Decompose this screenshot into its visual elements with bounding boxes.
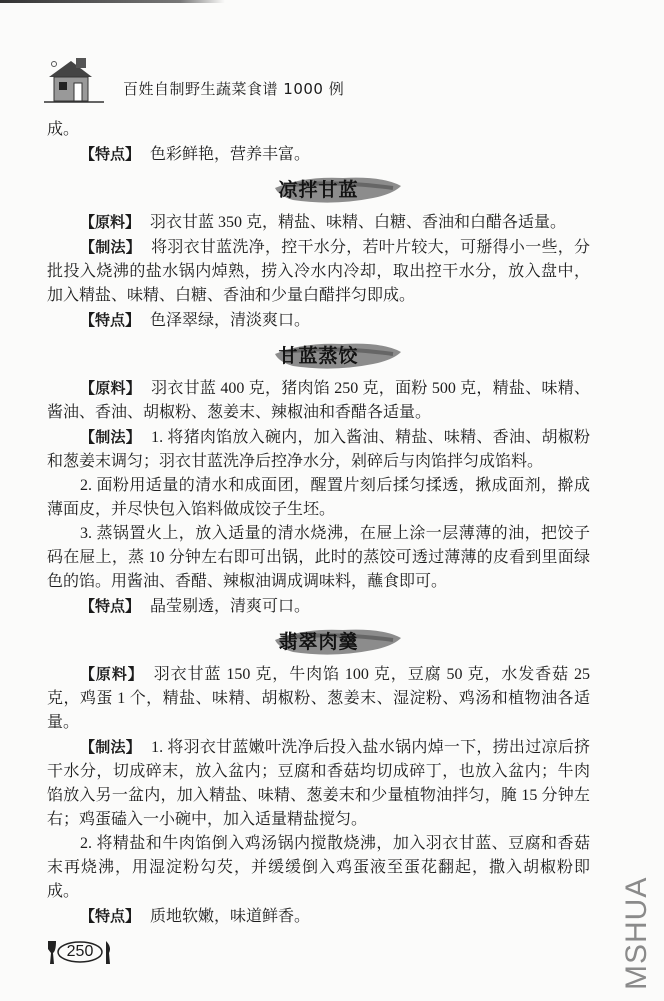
book-title: 百姓自制野生蔬菜食谱 1000 例 <box>123 80 345 98</box>
house-icon <box>44 55 114 105</box>
method-paragraph <box>47 235 590 308</box>
feature-paragraph <box>47 594 590 619</box>
feature-paragraph <box>47 142 590 167</box>
running-header <box>44 55 444 105</box>
continuation-text: 成。 <box>47 121 80 138</box>
method-label: 【制法】 <box>80 238 142 256</box>
method-step: 2. 将精盐和牛肉馅倒入鸡汤锅内搅散烧沸，加入羽衣甘蓝、豆腐和香菇末再烧沸，用湿淀粉勾芡，并缓缓倒入鸡蛋液至蛋花翻起，撒入胡椒粉即成。 <box>47 835 590 900</box>
ingredients-paragraph <box>47 210 590 235</box>
feature-label: 【特点】 <box>80 145 141 163</box>
feature-paragraph <box>47 904 590 929</box>
feature-label: 【特点】 <box>80 597 141 615</box>
recipe-title-banner <box>47 622 590 662</box>
feature-label: 【特点】 <box>80 311 141 329</box>
ingredients-paragraph <box>47 662 590 735</box>
ingredients-label: 【原料】 <box>80 665 144 683</box>
ingredients-text: 羽衣甘蓝 400 克，猪肉馅 250 克，面粉 500 克，精盐、味精、酱油、香油、胡椒粉、葱姜末、辣椒油和香醋各适量。 <box>47 380 590 421</box>
method-step: 2. 面粉用适量的清水和成面团，醒置片刻后揉匀揉透，揪成面剂，擀成薄面皮，并尽快包入馅料做成饺子生坯。 <box>47 477 590 518</box>
method-label: 【制法】 <box>80 738 142 756</box>
feature-text: 晶莹剔透，清爽可口。 <box>150 598 311 615</box>
watermark: MSHUA <box>620 876 653 990</box>
page-body <box>47 118 590 965</box>
method-step: 1. 将猪肉馅放入碗内，加入酱油、精盐、味精、香油、胡椒粉和葱姜末调匀；羽衣甘蓝洗净后控净水分，剁碎后与肉馅拌匀成馅料。 <box>47 429 590 470</box>
feature-text: 色彩鲜艳，营养丰富。 <box>150 146 311 163</box>
method-paragraph <box>47 735 590 832</box>
recipe-title: 凉拌甘蓝 <box>278 179 359 201</box>
feature-label: 【特点】 <box>80 907 141 925</box>
ingredients-text: 羽衣甘蓝 150 克，牛肉馅 100 克，豆腐 50 克，水发香菇 25 克，鸡蛋 1 个，精盐、味精、胡椒粉、葱姜末、湿淀粉、鸡汤和植物油各适量。 <box>47 666 590 731</box>
recipe-title-banner <box>47 170 590 210</box>
ingredients-text: 羽衣甘蓝 350 克，精盐、味精、白糖、香油和白醋各适量。 <box>150 214 567 231</box>
method-step: 将羽衣甘蓝洗净，控干水分，若叶片较大，可掰得小一些，分批投入烧沸的盐水锅内焯熟，捞入冷水内冷却，取出控干水分，放入盘中，加入精盐、味精、白糖、香油和少量白醋拌匀即成。 <box>47 239 590 304</box>
method-step: 1. 将羽衣甘蓝嫩叶洗净后投入盐水锅内焯一下，捞出过凉后挤干水分，切成碎末，放入盆内；豆腐和香菇均切成碎丁，也放入盆内；牛肉馅放入另一盆内，加入精盐、味精、葱姜末和少量植物油拌匀，腌 15 分钟左右；鸡蛋磕入一小碗中，加入适量精盐搅匀。 <box>47 739 590 828</box>
ingredients-paragraph <box>47 376 590 425</box>
feature-text: 质地软嫩，味道鲜香。 <box>150 908 311 925</box>
method-step: 3. 蒸锅置火上，放入适量的清水烧沸，在屉上涂一层薄薄的油，把饺子码在屉上，蒸 10 分钟左右即可出锅，此时的蒸饺可透过薄薄的皮看到里面绿色的馅。用酱油、香醋、辣椒油调成调味料，蘸食即可。 <box>47 525 590 590</box>
ingredients-label: 【原料】 <box>80 379 142 397</box>
page-number <box>46 939 116 965</box>
recipe-title: 甘蓝蒸饺 <box>278 345 359 367</box>
recipe-title: 翡翠肉羹 <box>278 631 359 653</box>
scan-edge-shadow <box>0 0 225 3</box>
page-number-text: 250 <box>66 943 94 960</box>
feature-paragraph <box>47 308 590 333</box>
method-label: 【制法】 <box>80 428 142 446</box>
recipe-title-banner <box>47 336 590 376</box>
feature-text: 色泽翠绿，清淡爽口。 <box>150 312 311 329</box>
method-paragraph <box>47 425 590 474</box>
ingredients-label: 【原料】 <box>80 213 141 231</box>
